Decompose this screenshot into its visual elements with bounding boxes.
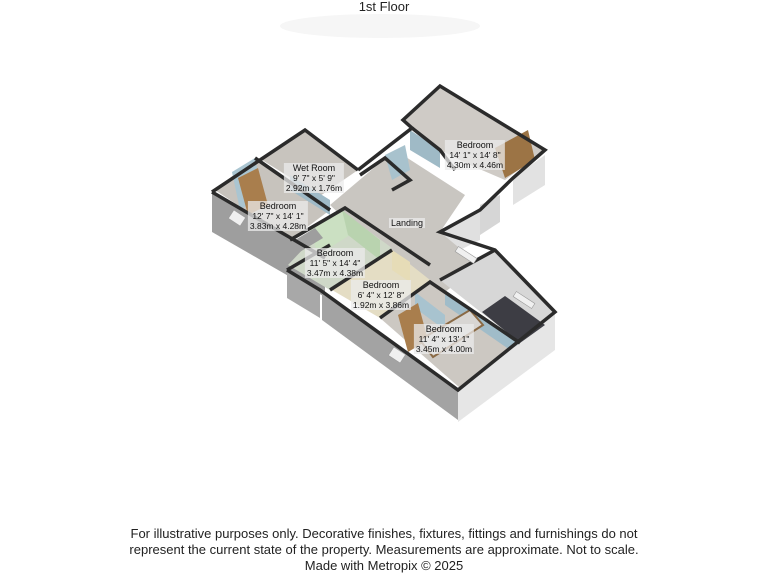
credit-line: Made with Metropix © 2025 bbox=[304, 558, 464, 573]
room-label-bedroom-left: Bedroom 12' 7" x 14' 1" 3.83m x 4.28m bbox=[249, 201, 307, 231]
room-label-bedroom-bottom-right: Bedroom 11' 4" x 13' 1" 3.45m x 4.00m bbox=[415, 324, 473, 354]
room-label-bedroom-yellow: Bedroom 6' 4" x 12' 8" 1.92m x 3.86m bbox=[352, 280, 410, 310]
room-label-landing: Landing bbox=[390, 218, 424, 228]
room-label-bedroom-green: Bedroom 11' 5" x 14' 4" 3.47m x 4.38m bbox=[306, 248, 364, 278]
disclaimer-line-1: For illustrative purposes only. Decorative finishes, fixtures, fittings and furnishings do not bbox=[130, 526, 638, 541]
room-label-bedroom-top-right: Bedroom 14' 1" x 14' 8" 4.30m x 4.46m bbox=[446, 140, 504, 170]
room-label-wet-room: Wet Room 9' 7" x 5' 9" 2.92m x 1.76m bbox=[285, 163, 343, 193]
disclaimer-line-2: represent the current state of the property. Measurements are approximate. Not to scale. bbox=[129, 542, 639, 557]
floor-title: 1st Floor bbox=[358, 0, 410, 14]
